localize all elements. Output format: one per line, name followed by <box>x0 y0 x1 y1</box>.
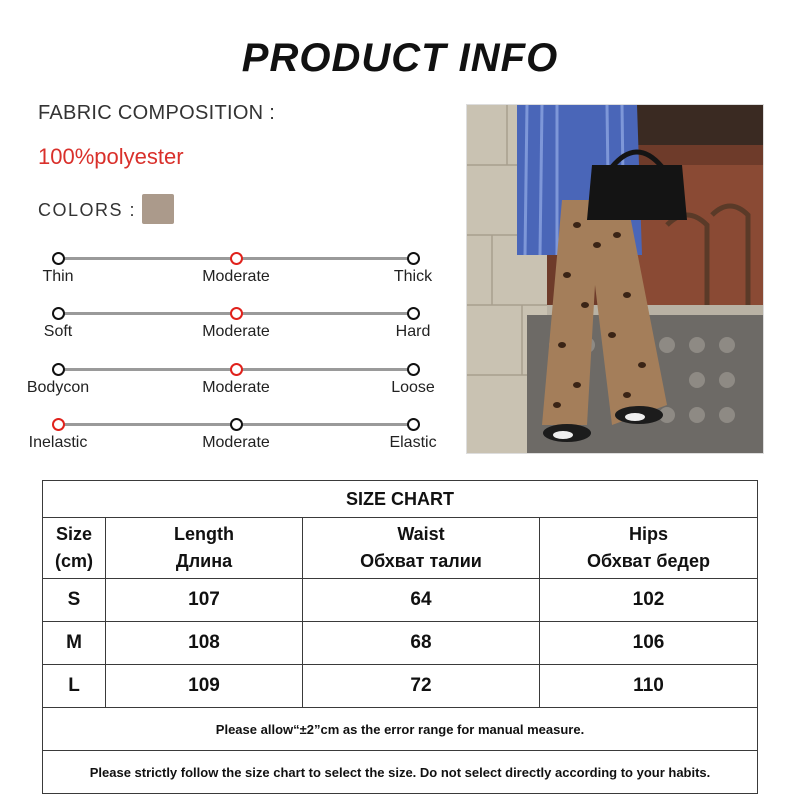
scale-label: Hard <box>395 323 431 340</box>
colors-label: COLORS : <box>38 200 137 220</box>
header-waist-line2: Обхват талии <box>360 551 482 571</box>
scale-label: Thick <box>393 268 433 285</box>
fabric-composition-value: 100%polyester <box>38 144 184 169</box>
header-length-line1: Length <box>174 524 234 544</box>
header-size-line2: (cm) <box>54 551 93 571</box>
scale-dot[interactable] <box>230 418 243 431</box>
scale-label: Thin <box>42 268 74 285</box>
header-hips-line2: Обхват бедер <box>587 551 710 571</box>
product-photo <box>466 104 764 454</box>
header-waist <box>303 518 540 579</box>
scale-row <box>0 250 460 306</box>
scale-dot-selected[interactable] <box>230 363 243 376</box>
size-advice-note: Please strictly follow the size chart to select the size. Do not select directly according to your habits. <box>43 751 758 794</box>
scale-label: Loose <box>391 379 435 396</box>
scale-label: Soft <box>43 323 73 340</box>
cell-size: S <box>43 579 106 622</box>
scale-label: Moderate <box>202 323 270 340</box>
scale-label: Moderate <box>202 379 270 396</box>
header-length-line2: Длина <box>175 551 233 571</box>
scale-dot[interactable] <box>52 307 65 320</box>
fabric-composition-label: FABRIC COMPOSITION : <box>38 102 276 124</box>
scale-label: Bodycon <box>26 379 90 396</box>
scale-dot[interactable] <box>407 252 420 265</box>
scale-row <box>0 361 460 417</box>
scale-dot[interactable] <box>407 418 420 431</box>
header-hips <box>540 518 758 579</box>
measure-error-note: Please allow“±2”cm as the error range for manual measure. <box>43 708 758 751</box>
cell-length: 107 <box>106 579 303 622</box>
cell-hips: 106 <box>540 622 758 665</box>
cell-size: L <box>43 665 106 708</box>
cell-length: 108 <box>106 622 303 665</box>
header-size-line1: Size <box>55 524 93 544</box>
cell-waist: 72 <box>303 665 540 708</box>
scale-row <box>0 416 460 472</box>
header-length <box>106 518 303 579</box>
scale-label: Elastic <box>389 434 437 451</box>
scale-label: Moderate <box>202 434 270 451</box>
header-waist-line1: Waist <box>397 524 445 544</box>
scale-dot[interactable] <box>52 363 65 376</box>
scale-dot-selected[interactable] <box>52 418 65 431</box>
cell-waist: 64 <box>303 579 540 622</box>
scale-dot[interactable] <box>52 252 65 265</box>
size-row-l <box>43 665 758 708</box>
size-row-m <box>43 622 758 665</box>
scale-row <box>0 305 460 361</box>
size-chart-title: SIZE CHART <box>43 481 758 518</box>
product-photo-image <box>467 105 763 453</box>
page-title: PRODUCT INFO <box>241 36 559 80</box>
color-swatch[interactable] <box>142 194 174 224</box>
size-chart-table <box>42 480 758 794</box>
cell-waist: 68 <box>303 622 540 665</box>
cell-length: 109 <box>106 665 303 708</box>
header-hips-line1: Hips <box>628 524 668 544</box>
size-chart-header-row <box>43 518 758 579</box>
size-row-s <box>43 579 758 622</box>
cell-size: M <box>43 622 106 665</box>
scale-dot-selected[interactable] <box>230 307 243 320</box>
measure-note-row <box>43 708 758 751</box>
cell-hips: 102 <box>540 579 758 622</box>
scale-dot-selected[interactable] <box>230 252 243 265</box>
scale-label: Inelastic <box>28 434 88 451</box>
cell-hips: 110 <box>540 665 758 708</box>
scale-label: Moderate <box>202 268 270 285</box>
scale-dot[interactable] <box>407 307 420 320</box>
header-size <box>43 518 106 579</box>
scale-dot[interactable] <box>407 363 420 376</box>
size-advice-row <box>43 751 758 794</box>
